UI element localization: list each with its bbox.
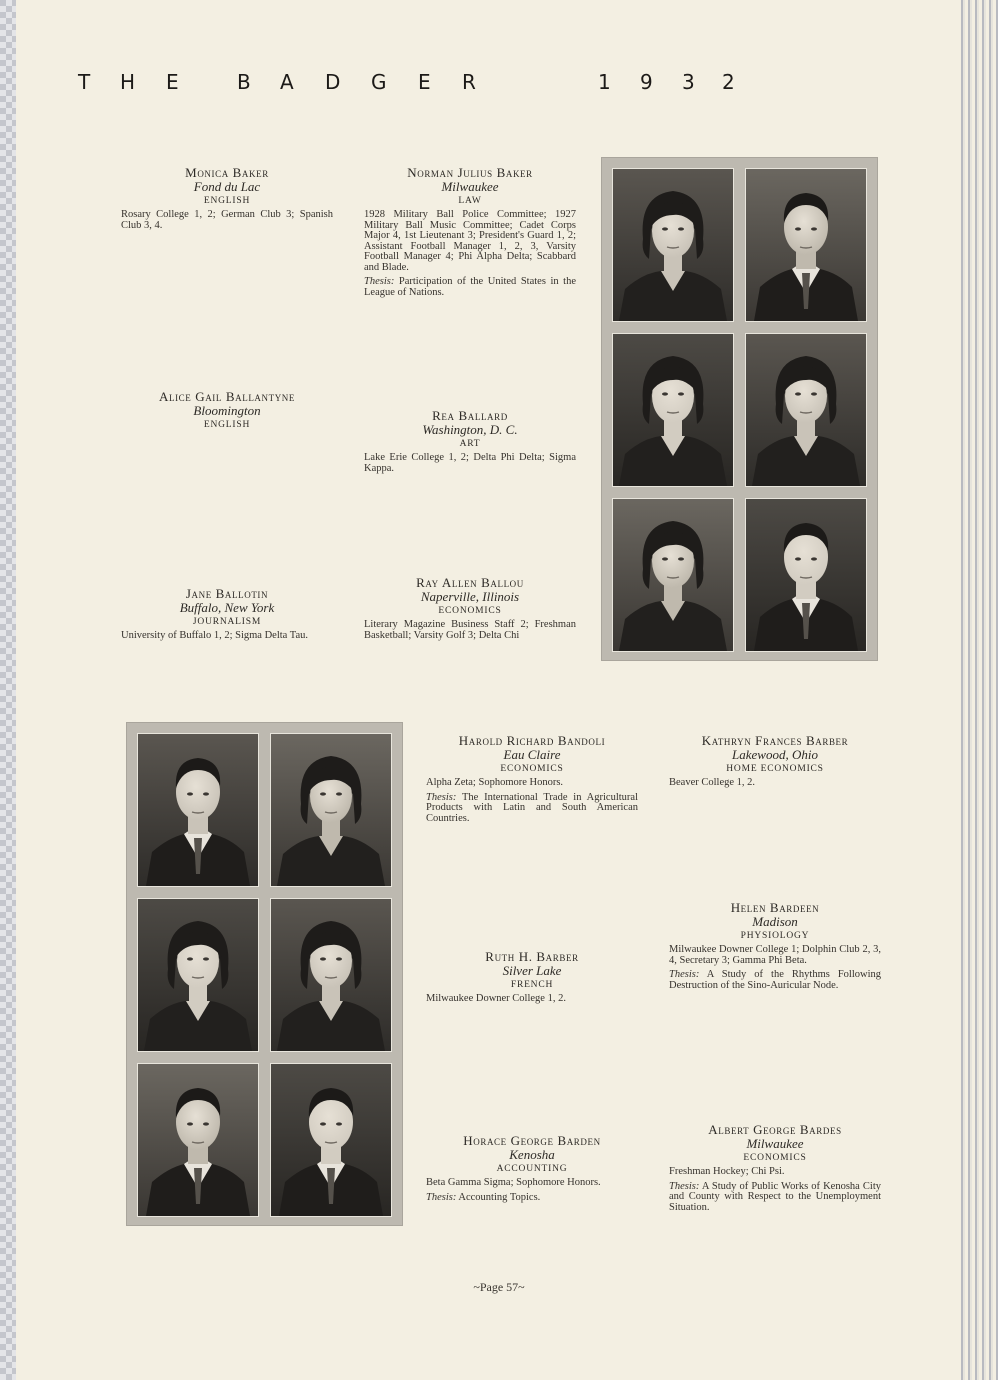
student-hometown: Fond du Lac <box>193 179 261 194</box>
senior-entry-horace-barden <box>426 1134 638 1203</box>
portrait-man-icon <box>137 1063 259 1217</box>
student-major: ECONOMICS <box>743 1153 807 1163</box>
student-hometown: Milwaukee <box>746 1136 804 1151</box>
student-thesis <box>426 793 638 825</box>
thesis-text: Accounting Topics. <box>458 1191 541 1203</box>
student-hometown: Silver Lake <box>502 963 562 978</box>
student-activities: Beta Gamma Sigma; Sophomore Honors. <box>426 1177 601 1188</box>
thesis-text: Participation of the United States in the League of Nations. <box>364 276 576 298</box>
student-major: FRENCH <box>510 980 554 990</box>
student-hometown: Milwaukee <box>441 179 499 194</box>
student-activities: University of Buffalo 1, 2; Sigma Delta Tau. <box>121 630 308 641</box>
student-name: Jane Ballotin <box>185 586 269 601</box>
student-activities: Literary Magazine Business Staff 2; Freshman Basketball; Varsity Golf 3; Delta Chi <box>364 619 576 641</box>
portrait-woman-icon <box>612 498 734 652</box>
senior-entry-rea-ballard <box>364 409 576 474</box>
header-letter: D <box>325 70 341 94</box>
senior-entry-harold-bandoli <box>426 734 638 824</box>
student-activities: Beaver College 1, 2. <box>669 777 756 788</box>
student-hometown: Eau Claire <box>503 747 561 762</box>
portrait-man-icon <box>270 1063 392 1217</box>
student-major: ENGLISH <box>203 420 251 430</box>
student-name: Kathryn Frances Barber <box>701 733 849 748</box>
student-name: Monica Baker <box>185 165 269 180</box>
portrait-man-icon <box>137 733 259 887</box>
student-thesis <box>669 970 881 991</box>
student-activities: Milwaukee Downer College 1, 2. <box>426 993 566 1004</box>
student-major: ACCOUNTING <box>496 1164 568 1174</box>
student-hometown: Lakewood, Ohio <box>732 747 818 762</box>
senior-entry-kathryn-barber <box>669 734 881 789</box>
student-name: Rea Ballard <box>432 408 508 423</box>
header-letter: H <box>120 70 136 94</box>
left-decorative-border <box>0 0 16 1380</box>
header-letter: G <box>371 70 387 94</box>
header-letter: E <box>166 70 179 94</box>
student-activities: Rosary College 1, 2; German Club 3; Spanish Club 3, 4. <box>121 209 333 231</box>
header-letter: E <box>418 70 431 94</box>
thesis-label: Thesis: <box>426 791 457 803</box>
header-year-digit: 9 <box>640 70 653 94</box>
portrait-woman-icon <box>745 333 867 487</box>
student-name: Harold Richard Bandoli <box>458 733 606 748</box>
page-number: ~Page 57~ <box>473 1280 525 1294</box>
portrait-woman-icon <box>270 733 392 887</box>
student-activities: Freshman Hockey; Chi Psi. <box>669 1166 785 1177</box>
student-major: ECONOMICS <box>500 764 564 774</box>
student-major: ART <box>459 439 481 449</box>
portrait-woman-icon <box>612 168 734 322</box>
header-year-digit: 1 <box>598 70 611 94</box>
portrait-panel-upper <box>601 157 878 661</box>
student-major: LAW <box>458 196 482 206</box>
student-name: Helen Bardeen <box>730 900 820 915</box>
portrait-woman-icon <box>137 898 259 1052</box>
senior-entry-albert-bardes <box>669 1123 881 1213</box>
thesis-text: The International Trade in Agricultural Products with Latin and South American Countries. <box>426 791 638 824</box>
header-year-digit: 3 <box>682 70 695 94</box>
portrait-man-icon <box>745 498 867 652</box>
portrait-woman-icon <box>612 333 734 487</box>
student-hometown: Buffalo, New York <box>179 600 275 615</box>
student-thesis <box>364 277 576 298</box>
student-hometown: Bloomington <box>193 403 261 418</box>
student-thesis <box>426 1193 638 1204</box>
student-major: ENGLISH <box>203 196 251 206</box>
student-name: Ruth H. Barber <box>485 949 579 964</box>
portrait-woman-icon <box>270 898 392 1052</box>
senior-entry-norman-baker <box>364 166 576 298</box>
student-major: PHYSIOLOGY <box>740 931 810 941</box>
thesis-label: Thesis: <box>364 276 395 287</box>
student-hometown: Naperville, Illinois <box>420 589 520 604</box>
header-letter: B <box>237 70 251 94</box>
senior-entry-ruth-barber <box>426 950 638 1005</box>
student-name: Alice Gail Ballantyne <box>158 389 296 404</box>
student-thesis <box>669 1182 881 1214</box>
student-major: ECONOMICS <box>438 606 502 616</box>
student-hometown: Washington, D. C. <box>422 422 518 437</box>
student-hometown: Madison <box>752 914 798 929</box>
student-name: Albert George Bardes <box>708 1122 842 1137</box>
student-name: Norman Julius Baker <box>407 165 533 180</box>
portrait-man-icon <box>745 168 867 322</box>
student-name: Ray Allen Ballou <box>416 575 524 590</box>
senior-entry-jane-ballotin <box>121 587 333 642</box>
senior-entry-helen-bardeen <box>669 901 881 991</box>
senior-entry-alice-ballantyne <box>121 390 333 432</box>
header-letter: A <box>280 70 294 94</box>
thesis-text: A Study of the Rhythms Following Destruction of the Sino-Auricular Node. <box>669 969 882 991</box>
student-name: Horace George Barden <box>463 1133 601 1148</box>
right-decorative-border <box>958 0 998 1380</box>
thesis-label: Thesis: <box>426 1191 457 1203</box>
header-letter: R <box>462 70 476 94</box>
student-hometown: Kenosha <box>509 1147 555 1162</box>
student-activities: Milwaukee Downer College 1; Dolphin Club 2, 3, 4, Secretary 3; Gamma Phi Beta. <box>669 944 881 966</box>
senior-entry-monica-baker <box>121 166 333 231</box>
header-year-digit: 2 <box>722 70 735 94</box>
student-major: HOME ECONOMICS <box>726 764 824 774</box>
thesis-text: A Study of Public Works of Kenosha City and County with Respect to the Unemployment Situation. <box>669 1180 881 1213</box>
portrait-panel-lower <box>126 722 403 1226</box>
senior-entry-ray-ballou <box>364 576 576 641</box>
header-letter: T <box>78 70 91 94</box>
student-activities: Lake Erie College 1, 2; Delta Phi Delta; Sigma Kappa. <box>364 452 576 474</box>
student-activities: Alpha Zeta; Sophomore Honors. <box>426 777 564 788</box>
thesis-label: Thesis: <box>669 1180 700 1192</box>
student-major: JOURNALISM <box>192 617 262 627</box>
student-activities: 1928 Military Ball Police Committee; 1927 Military Ball Music Committee; Cadet Corps Major 4, 1st Lieutenant 3; President's Guard 1, 2; Assistant Football Manager 1, 2, 3, Varsity Football Manager 4; Phi Alpha Delta; Scabbard and Blade. <box>364 209 576 273</box>
thesis-label: Thesis: <box>669 969 700 980</box>
